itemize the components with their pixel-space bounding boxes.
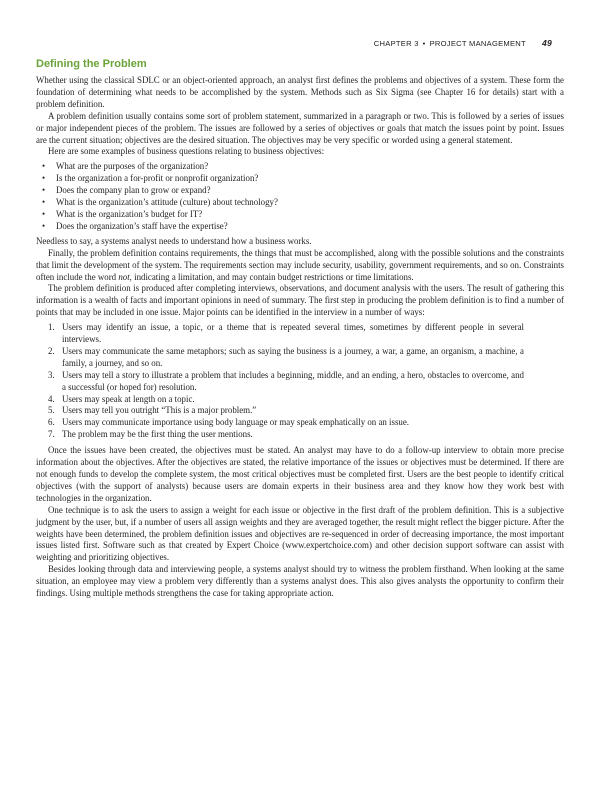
list-item: 3. Users may tell a story to illustrate a problem that includes a beginning, middle, and an ending, a hero, obstacles to overcome, and a successful (or hoped for) resolution. [48, 369, 524, 392]
section-label: PROJECT MANAGEMENT [429, 39, 526, 48]
paragraph-requirements: Finally, the problem definition contains requirements, the things that must be accomplished, along with the possible solutions and the constraints that limit the development of the system. The requirements section may include security, usability, government requirements, and so on. Constraints often include the word not, indicating a limitation, and may contain budget restrictions or time limitations. [36, 247, 564, 282]
paragraph: One technique is to ask the users to assign a weight for each issue or objective in the first draft of the problem definition. This is a subjective judgment by the user, but, if a number of users all assign weights and they are averaged together, the result might reflect the bigger picture. After the weights have been determined, the problem definition issues and objectives are re-sequenced in order of decreasing importance, the most important issues listed first. Software such as that created by Expert Choice (www.expertchoice.com) and other decision support software can assist with weighting and prioritizing objectives. [36, 504, 564, 563]
list-item: • What is the organization’s budget for IT? [42, 208, 203, 219]
business-questions-list [36, 161, 564, 232]
list-item: • Does the company plan to grow or expand? [42, 185, 211, 196]
list-item: 1. Users may identify an issue, a topic, or a theme that is repeated several times, sometimes by different people in several interviews. [48, 322, 524, 345]
paragraph: Besides looking through data and interviewing people, a systems analyst should try to witness the problem firsthand. When looking at the same situation, an employee may view a problem very differently than a systems analyst does. This also gives analysts the opportunity to confirm their findings. Using multiple methods strengthens the case for taking appropriate action. [36, 564, 564, 599]
paragraph: The problem definition is produced after completing interviews, observations, and document analysis with the users. The result of gathering this information is a wealth of facts and important opinions in need of summary. The first step in producing the problem definition is to find a number of points that may be included in one issue. Major points can be identified in the interview in a number of ways: [36, 283, 564, 318]
section-title: Defining the Problem [36, 58, 147, 70]
chapter-label: CHAPTER 3 [373, 39, 419, 48]
header-separator: • [422, 39, 426, 48]
identification-ways-list [36, 322, 564, 441]
list-item: • Does the organization’s staff have the expertise? [42, 220, 228, 231]
paragraph: Needless to say, a systems analyst needs to understand how a business works. [36, 235, 312, 246]
bullet-icon: • [42, 185, 46, 196]
paragraph: Once the issues have been created, the objectives must be stated. An analyst may have to do a follow-up interview to obtain more precise information about the objectives. After the objectives are stated, the relative importance of the issues or objectives must be determined. If there are not enough funds to develop the complete system, the most critical objectives must be completed first. Users are the best people to identify critical objectives (with the support of analysts) because users are domain experts in their business area and they know how they work best with technologies in the organization. [36, 445, 564, 503]
paragraph-intro: Whether using the classical SDLC or an object-oriented approach, an analyst first defines the problems and objectives of a system. These form the foundation of determining what needs to be accomplished by the system. Methods such as Six Sigma (see Chapter 16 for details) start with a problem definition. [36, 75, 564, 109]
running-header [374, 38, 552, 48]
list-item: • What is the organization’s attitude (culture) about technology? [42, 197, 278, 208]
bullet-icon: • [42, 197, 46, 208]
body-text [36, 58, 564, 600]
paragraph: Here are some examples of business questions relating to business objectives: [48, 146, 325, 157]
page-number: 49 [541, 38, 552, 48]
list-item: 7. The problem may be the first thing the user mentions. [48, 429, 253, 440]
list-item: 4. Users may speak at length on a topic. [48, 393, 195, 404]
paragraph: A problem definition usually contains some sort of problem statement, summarized in a paragraph or two. This is followed by a series of issues or major independent pieces of the problem. The issues are followed by a series of objectives or goals that match the issues point by point. Issues are the current situation; objectives are the desired situation. The objectives may be very specific or worded using a general statement. [36, 110, 564, 145]
bullet-icon: • [42, 161, 46, 172]
bullet-icon: • [42, 208, 46, 219]
bullet-icon: • [42, 220, 46, 231]
list-item: 5. Users may tell you outright “This is a major problem.” [48, 405, 257, 416]
list-item: • Is the organization a for-profit or nonprofit organization? [42, 173, 259, 184]
list-item: • What are the purposes of the organization? [42, 161, 209, 172]
bullet-icon: • [42, 173, 46, 184]
list-item: 2. Users may communicate the same metaphors; such as saying the business is a journey, a war, a game, an organism, a machine, a family, a journey, and so on. [48, 345, 524, 368]
list-item: 6. Users may communicate importance using body language or may speak emphatically on an issue. [48, 417, 410, 428]
